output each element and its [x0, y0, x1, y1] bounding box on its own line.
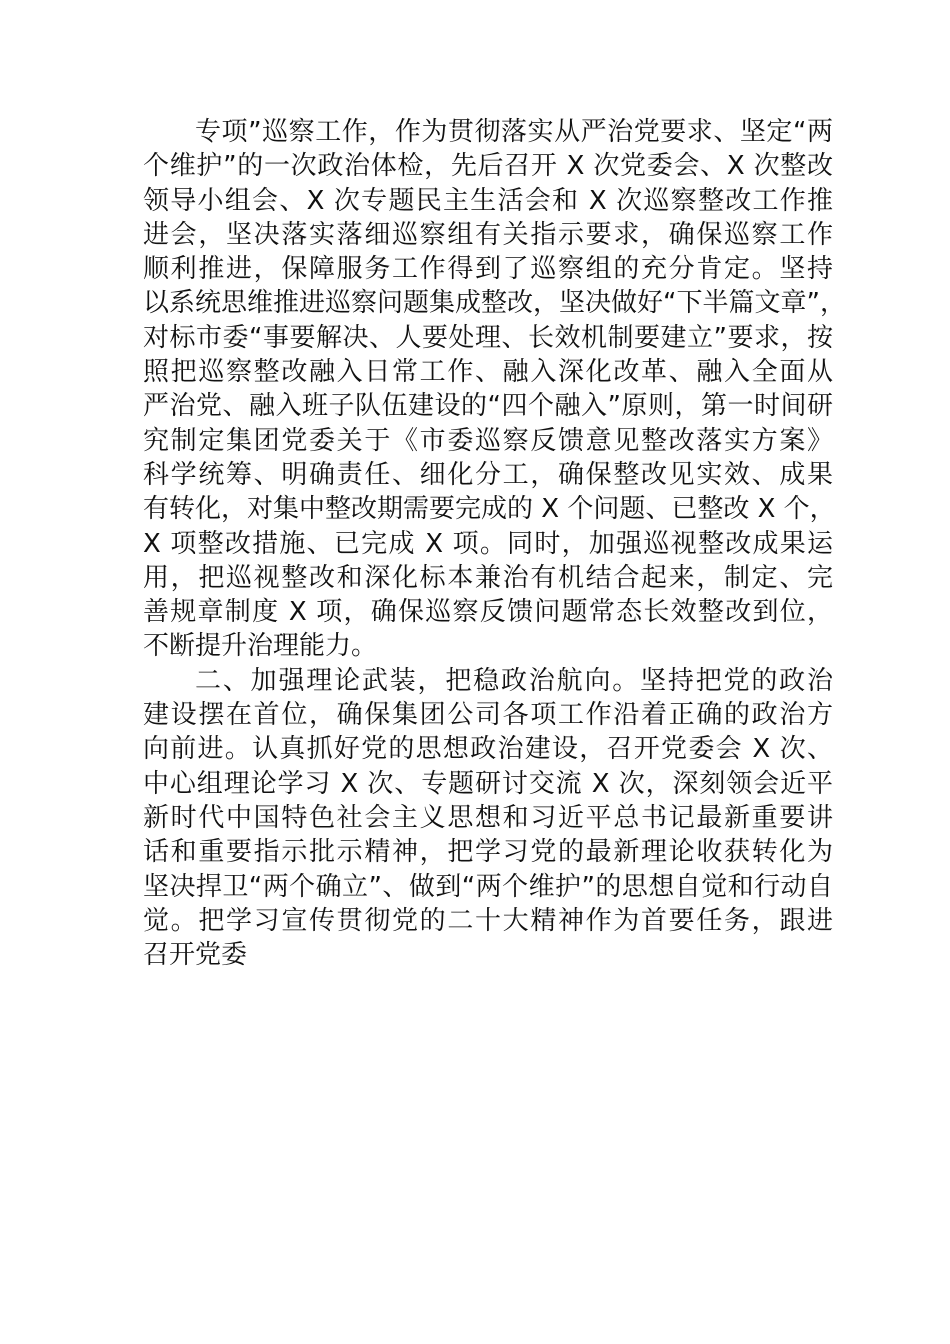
text-line: 用，把巡视整改和深化标本兼治有机结合起来，制定、完: [143, 562, 833, 593]
paragraph: [143, 664, 833, 973]
text-line: 领导小组会、X 次专题民主生活会和 X 次巡察整改工作推: [143, 185, 833, 216]
text-line: 照把巡察整改融入日常工作、融入深化改革、融入全面从: [143, 357, 833, 388]
text-line: 向前进。认真抓好党的思想政治建设，召开党委会 X 次、: [143, 734, 833, 765]
text-line: 建设摆在首位，确保集团公司各项工作沿着正确的政治方: [143, 700, 833, 731]
text-line: 严治党、融入班子队伍建设的“四个融入”原则，第一时间研: [143, 391, 833, 422]
text-line: 召开党委: [143, 940, 248, 971]
text-line: 顺利推进，保障服务工作得到了巡察组的充分肯定。坚持: [143, 254, 833, 285]
paragraph: [143, 115, 846, 664]
text-line: 对标市委“事要解决、人要处理、长效机制要建立”要求，按: [143, 322, 833, 353]
body-text: [143, 115, 846, 972]
text-line: 坚决捍卫“两个确立”、做到“两个维护”的思想自觉和行动自: [143, 871, 833, 902]
text-line: 新时代中国特色社会主义思想和习近平总书记最新重要讲: [143, 802, 833, 833]
text-line: 个维护”的一次政治体检，先后召开 X 次党委会、X 次整改: [143, 151, 833, 182]
text-line: 有转化，对集中整改期需要完成的 X 个问题、已整改 X 个，: [143, 494, 836, 525]
text-line: 善规章制度 X 项，确保巡察反馈问题常态长效整改到位，: [143, 597, 833, 628]
text-line: 进会，坚决落实落细巡察组有关指示要求，确保巡察工作: [143, 219, 833, 250]
text-line: 专项”巡察工作，作为贯彻落实从严治党要求、坚定“两: [195, 117, 833, 147]
text-line: 中心组理论学习 X 次、专题研讨交流 X 次，深刻领会近平: [143, 768, 833, 799]
text-line: 究制定集团党委关于《市委巡察反馈意见整改落实方案》: [143, 425, 833, 456]
text-line: 觉。把学习宣传贯彻党的二十大精神作为首要任务，跟进: [143, 905, 833, 936]
text-line: 不断提升治理能力。: [143, 631, 378, 662]
text-line: 话和重要指示批示精神，把学习党的最新理论收获转化为: [143, 837, 833, 868]
text-line: 以系统思维推进巡察问题集成整改，坚决做好“下半篇文章”，: [143, 288, 846, 319]
text-line: 二、加强理论武装，把稳政治航向。坚持把党的政治: [195, 665, 833, 696]
text-line: X 项整改措施、已完成 X 项。同时，加强巡视整改成果运: [143, 528, 833, 559]
text-line: 科学统筹、明确责任、细化分工，确保整改见实效、成果: [143, 459, 833, 490]
